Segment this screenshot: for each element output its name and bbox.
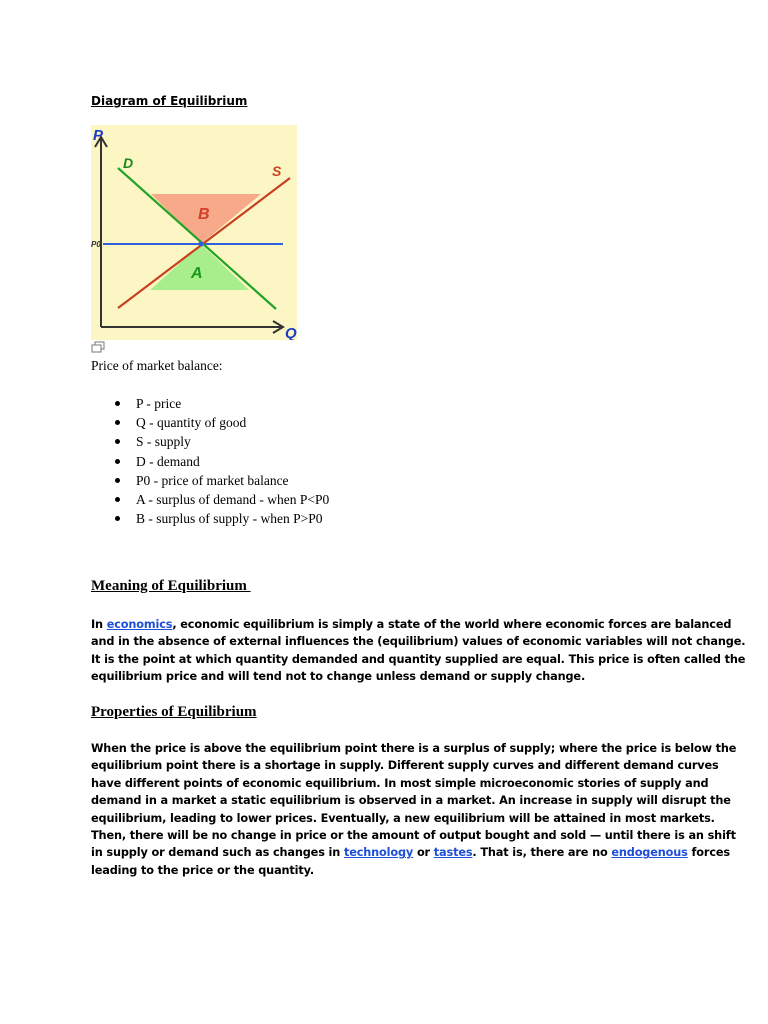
- label-p0: P0: [91, 240, 101, 249]
- meaning-paragraph: [91, 616, 746, 686]
- economics-link[interactable]: economics: [106, 618, 173, 631]
- equilibrium-diagram: [91, 125, 297, 340]
- list-item: A - surplus of demand - when P<P0: [91, 490, 329, 509]
- properties-line: [91, 844, 730, 861]
- text-span: in supply or demand such as changes in: [91, 846, 344, 860]
- properties-line: Then, there will be no change in price or the amount of output bought and sold — until there is an shift: [91, 829, 736, 843]
- properties-line: equilibrium point there is a shortage in supply. Different supply curves and different demand curves: [91, 759, 719, 773]
- diagram-heading: Diagram of Equilibrium: [91, 94, 248, 108]
- meaning-line: and in the absence of external influences the (equilibrium) values of economic variables will not change.: [91, 635, 746, 649]
- label-b: B: [198, 206, 210, 223]
- intro-text: Price of market balance:: [91, 358, 223, 373]
- text-span: , economic equilibrium is simply a state of the world where economic forces are balanced: [172, 618, 732, 631]
- properties-heading: Properties of Equilibrium: [91, 704, 257, 720]
- legend-list: [91, 394, 329, 528]
- equilibrium-point: [199, 242, 204, 247]
- text-span: In: [91, 618, 107, 631]
- list-item: P - price: [91, 394, 329, 413]
- label-d: D: [123, 155, 134, 171]
- enlarge-icon[interactable]: [91, 340, 105, 352]
- label-q: Q: [285, 325, 297, 340]
- technology-link[interactable]: technology: [343, 846, 414, 860]
- text-span: . That is, there are no: [472, 846, 612, 860]
- list-item: B - surplus of supply - when P>P0: [91, 509, 329, 528]
- properties-line: When the price is above the equilibrium point there is a surplus of supply; where the price is below the: [91, 742, 737, 755]
- properties-line: demand in a market a static equilibrium is observed in a market. An increase in supply will disrupt the: [91, 794, 731, 808]
- properties-paragraph: [91, 740, 737, 879]
- meaning-line: equilibrium price and will tend not to change unless demand or supply change.: [91, 670, 586, 684]
- endogenous-link[interactable]: endogenous: [611, 846, 688, 860]
- text-span: or: [413, 846, 434, 860]
- tastes-link[interactable]: tastes: [433, 846, 473, 860]
- list-item: Q - quantity of good: [91, 413, 329, 432]
- properties-line: have different points of economic equilibrium. In most simple microeconomic stories of supply and: [91, 776, 709, 790]
- meaning-heading: Meaning of Equilibrium: [91, 578, 251, 594]
- list-item: P0 - price of market balance: [91, 471, 329, 490]
- text-span: forces: [687, 846, 730, 860]
- list-item: D - demand: [91, 452, 329, 471]
- label-a: A: [191, 265, 203, 282]
- properties-line: leading to the price or the quantity.: [91, 863, 314, 877]
- properties-line: equilibrium, leading to lower prices. Eventually, a new equilibrium will be attained in most markets.: [91, 811, 715, 825]
- meaning-line: [91, 616, 732, 633]
- meaning-line: It is the point at which quantity demanded and quantity supplied are equal. This price is often called the: [91, 652, 746, 666]
- label-s: S: [272, 163, 282, 179]
- list-item: S - supply: [91, 432, 329, 451]
- equilibrium-diagram-svg: [91, 125, 297, 340]
- label-p: P: [93, 127, 104, 144]
